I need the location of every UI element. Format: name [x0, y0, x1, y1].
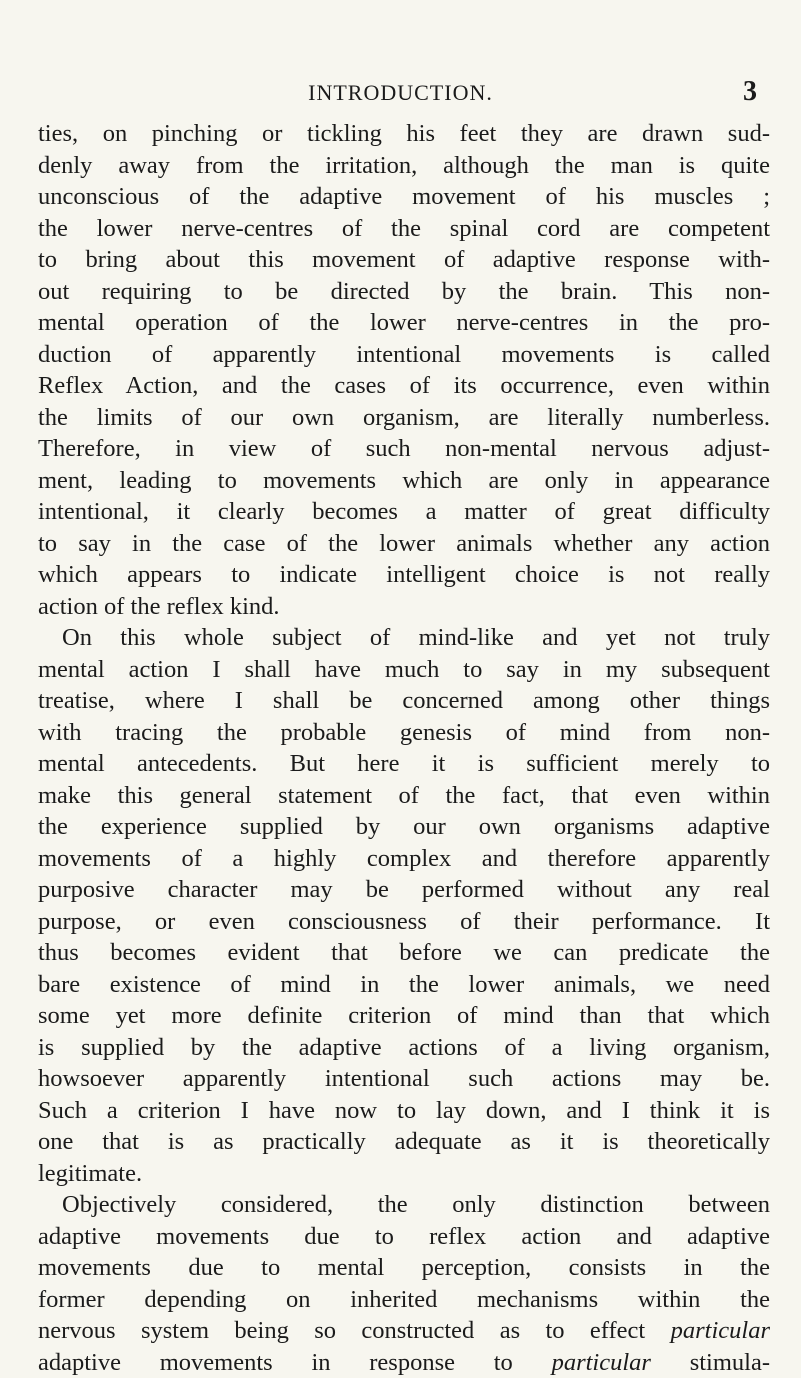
text-line: treatise, where I shall be concerned among other things: [38, 685, 770, 717]
text-run: stimula-: [690, 1349, 770, 1376]
text-line: movements of a highly complex and therefore apparently: [38, 843, 770, 875]
text-line: which appears to indicate intelligent choice is not really: [38, 559, 770, 591]
text-run: adaptive movements in response to: [38, 1349, 513, 1376]
text-line: one that is as practically adequate as it is theoretically: [38, 1126, 770, 1158]
text-line-with-italic: [38, 1347, 770, 1378]
text-line: mental action I shall have much to say in my subsequent: [38, 654, 770, 686]
text-line: ties, on pinching or tickling his feet they are drawn sud-: [38, 118, 770, 150]
text-line: out requiring to be directed by the brain. This non-: [38, 276, 770, 308]
text-line: action of the reflex kind.: [38, 591, 770, 623]
text-line: Reflex Action, and the cases of its occurrence, even within: [38, 370, 770, 402]
text-line: legitimate.: [38, 1158, 770, 1190]
text-line: Such a criterion I have now to lay down, and I think it is: [38, 1095, 770, 1127]
text-line: to say in the case of the lower animals whether any action: [38, 528, 770, 560]
text-line: howsoever apparently intentional such actions may be.: [38, 1063, 770, 1095]
italic-word: particular: [671, 1317, 770, 1344]
text-line: mental antecedents. But here it is sufficient merely to: [38, 748, 770, 780]
running-header: [0, 76, 801, 110]
text-line: adaptive movements due to reflex action and adaptive: [38, 1221, 770, 1253]
text-line: Objectively considered, the only distinction between: [38, 1189, 770, 1221]
italic-word: particular: [552, 1349, 651, 1376]
text-line: duction of apparently intentional movements is called: [38, 339, 770, 371]
text-line: thus becomes evident that before we can predicate the: [38, 937, 770, 969]
text-line: some yet more definite criterion of mind than that which: [38, 1000, 770, 1032]
text-line: Therefore, in view of such non-mental nervous adjust-: [38, 433, 770, 465]
text-line: with tracing the probable genesis of mind from non-: [38, 717, 770, 749]
text-line: movements due to mental perception, consists in the: [38, 1252, 770, 1284]
text-line: former depending on inherited mechanisms within the: [38, 1284, 770, 1316]
text-line-with-italic: [38, 1315, 770, 1347]
text-run: nervous system being so constructed as to effect: [38, 1317, 645, 1344]
text-line: mental operation of the lower nerve-centres in the pro-: [38, 307, 770, 339]
text-line: unconscious of the adaptive movement of his muscles ;: [38, 181, 770, 213]
body-text: [38, 118, 770, 1378]
text-line: On this whole subject of mind-like and yet not truly: [38, 622, 770, 654]
text-line: ment, leading to movements which are only in appearance: [38, 465, 770, 497]
text-line: intentional, it clearly becomes a matter of great difficulty: [38, 496, 770, 528]
text-line: the experience supplied by our own organisms adaptive: [38, 811, 770, 843]
text-line: is supplied by the adaptive actions of a living organism,: [38, 1032, 770, 1064]
text-line: bare existence of mind in the lower animals, we need: [38, 969, 770, 1001]
page-number: 3: [743, 76, 757, 108]
text-line: the lower nerve-centres of the spinal cord are competent: [38, 213, 770, 245]
text-line: denly away from the irritation, although the man is quite: [38, 150, 770, 182]
text-line: the limits of our own organism, are literally numberless.: [38, 402, 770, 434]
running-title: INTRODUCTION.: [0, 80, 801, 106]
text-line: make this general statement of the fact, that even within: [38, 780, 770, 812]
text-line: purpose, or even consciousness of their performance. It: [38, 906, 770, 938]
text-line: purposive character may be performed without any real: [38, 874, 770, 906]
text-line: to bring about this movement of adaptive response with-: [38, 244, 770, 276]
